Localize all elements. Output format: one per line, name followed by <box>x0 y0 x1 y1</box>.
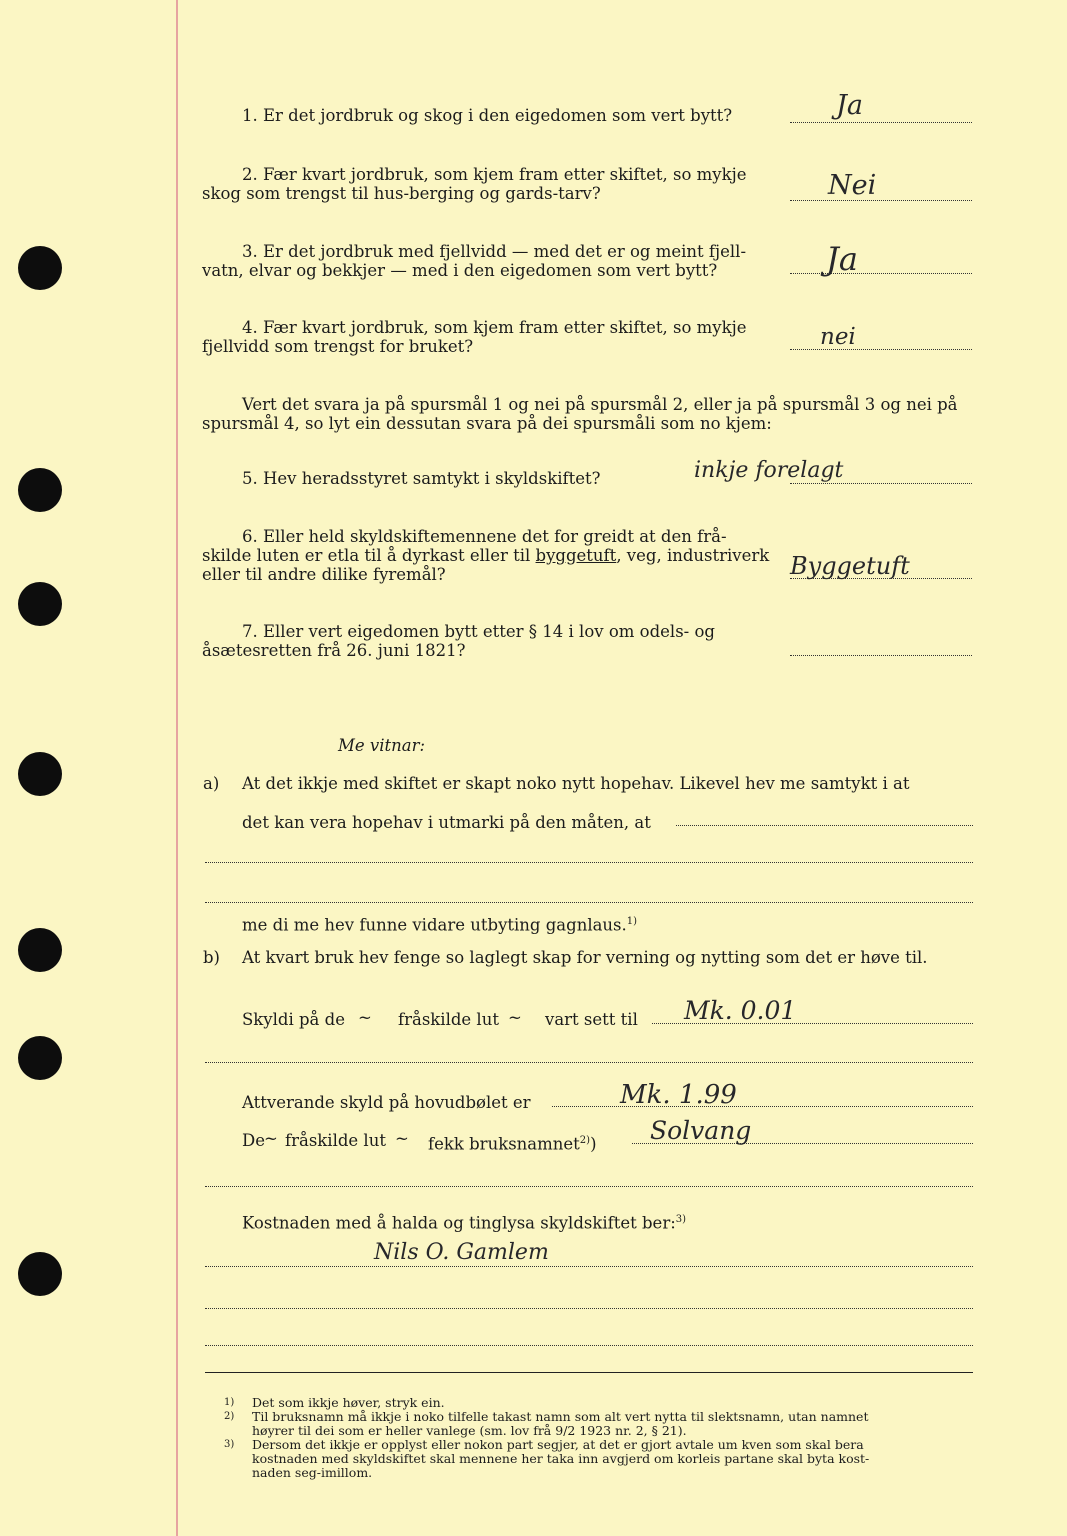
handwritten-value: Nils O. Gamlem <box>374 1240 549 1265</box>
question-6-cont <box>202 546 769 565</box>
skyld-mark: ~ <box>358 1008 372 1027</box>
bruksnamn-label <box>428 1131 597 1154</box>
bruksnamn-label: De <box>242 1131 265 1150</box>
conditional-text: Vert det svara ja på spursmål 1 og nei på spursmål 2, eller ja på spursmål 3 og nei på <box>242 395 958 414</box>
footnote-text: Dersom det ikkje er opplyst eller nokon part segjer, at det er gjort avtale um kven som skal bera <box>252 1437 864 1452</box>
witness-heading: Me vitnar: <box>338 736 426 755</box>
question-7-cont: åsætesretten frå 26. juni 1821? <box>202 641 466 660</box>
handwritten-answer: Ja <box>836 90 863 121</box>
question-6-text: skilde luten er etla til å dyrkast eller til <box>202 546 536 565</box>
answer-line <box>790 122 972 123</box>
fill-line <box>205 902 973 903</box>
footnote-mark: 3) <box>224 1439 235 1450</box>
footnote-rule <box>205 1372 973 1373</box>
witness-a-cont: det kan vera hopehav i utmarki på den måten, at <box>242 813 651 832</box>
footnote-text: kostnaden med skyldskiftet skal mennene her taka inn avgjerd om korleis partane skal byta kost- <box>252 1451 870 1466</box>
handwritten-answer: Nei <box>828 170 877 201</box>
item-label-b: b) <box>203 948 220 967</box>
punch-hole <box>18 928 62 972</box>
question-6-text: , veg, industriverk <box>616 546 770 565</box>
answer-line <box>790 655 972 656</box>
handwritten-value: Solvang <box>650 1116 752 1145</box>
question-6-cont: eller til andre dilike fyremål? <box>202 565 446 584</box>
punch-hole <box>18 752 62 796</box>
punch-hole <box>18 1036 62 1080</box>
skyld-label: fråskilde lut <box>398 1010 499 1029</box>
answer-line <box>790 200 972 201</box>
answer-line <box>790 483 972 484</box>
footnote-mark: 2) <box>224 1411 235 1422</box>
paren-close: ) <box>590 1134 597 1154</box>
question-2: 2. Fær kvart jordbruk, som kjem fram etter skiftet, so mykje <box>242 165 747 184</box>
handwritten-answer: Byggetuft <box>790 552 910 580</box>
skyld-mark: ~ <box>264 1129 278 1148</box>
fill-line <box>205 1345 973 1346</box>
witness-a-end-text: me di me hev funne vidare utbyting gagnlaus. <box>242 915 627 935</box>
kostnad-label <box>242 1210 686 1233</box>
fill-line <box>552 1106 973 1107</box>
footnote-mark: 1) <box>224 1397 235 1408</box>
fill-line <box>205 1186 973 1187</box>
question-3-cont: vatn, elvar og bekkjer — med i den eigedomen som vert bytt? <box>202 261 718 280</box>
footnote-text: høyrer til dei som er heller vanlege (sm. lov frå 9/2 1923 nr. 2, § 21). <box>252 1423 687 1438</box>
question-4-cont: fjellvidd som trengst for bruket? <box>202 337 474 356</box>
footnote-text: naden seg-imillom. <box>252 1465 373 1480</box>
handwritten-answer: inkje forelagt <box>694 458 844 483</box>
footnote-ref: 1) <box>626 916 638 927</box>
punch-hole <box>18 246 62 290</box>
footnote-ref: 2) <box>579 1135 591 1146</box>
question-1: 1. Er det jordbruk og skog i den eigedomen som vert bytt? <box>242 106 733 125</box>
handwritten-value: Mk. 0.01 <box>684 996 797 1025</box>
fill-line <box>205 1308 973 1309</box>
skyld-mark: ~ <box>395 1129 409 1148</box>
bruksnamn-text: fekk bruksnamnet <box>428 1134 580 1154</box>
fill-line <box>205 862 973 863</box>
witness-b: At kvart bruk hev fenge so laglegt skap for verning og nytting som det er høve til. <box>242 948 928 967</box>
punch-hole <box>18 1252 62 1296</box>
underlined-word: byggetuft <box>535 546 617 565</box>
fill-line <box>205 1062 973 1063</box>
footnote-ref: 3) <box>675 1214 687 1225</box>
question-3: 3. Er det jordbruk med fjellvidd — med det er og meint fjell- <box>242 242 747 261</box>
punch-hole <box>18 468 62 512</box>
kostnad-text: Kostnaden med å halda og tinglysa skyldskiftet ber: <box>242 1213 676 1233</box>
skyld-label: vart sett til <box>545 1010 638 1029</box>
bruksnamn-label: fråskilde lut <box>285 1131 386 1150</box>
witness-a: At det ikkje med skiftet er skapt noko nytt hopehav. Likevel hev me samtykt i at <box>242 774 910 793</box>
fill-line <box>205 1266 973 1267</box>
handwritten-answer: nei <box>820 324 856 350</box>
witness-a-end <box>242 912 637 935</box>
question-4: 4. Fær kvart jordbruk, som kjem fram etter skiftet, so mykje <box>242 318 747 337</box>
fill-line <box>676 825 973 826</box>
item-label-a: a) <box>203 774 220 793</box>
question-7: 7. Eller vert eigedomen bytt etter § 14 i lov om odels- og <box>242 622 715 641</box>
question-2-cont: skog som trengst til hus-berging og gards-tarv? <box>202 184 601 203</box>
answer-line <box>790 273 972 274</box>
conditional-text-cont: spursmål 4, so lyt ein dessutan svara på dei spursmåli som no kjem: <box>202 414 772 433</box>
question-6: 6. Eller held skyldskiftemennene det for greidt at den frå- <box>242 527 727 546</box>
footnote-text: Det som ikkje høver, stryk ein. <box>252 1395 445 1410</box>
handwritten-answer: Ja <box>826 240 858 278</box>
skyld-mark: ~ <box>508 1008 522 1027</box>
attverande-label: Attverande skyld på hovudbølet er <box>242 1093 531 1112</box>
footnote-text: Til bruksnamn må ikkje i noko tilfelle takast namn som alt vert nytta til slektsnamn, utan namnet <box>252 1409 869 1424</box>
skyld-label: Skyldi på de <box>242 1010 345 1029</box>
answer-line <box>790 349 972 350</box>
question-5: 5. Hev heradsstyret samtykt i skyldskiftet? <box>242 469 601 488</box>
handwritten-value: Mk. 1.99 <box>620 1080 737 1110</box>
punch-hole <box>18 582 62 626</box>
margin-line <box>176 0 178 1536</box>
